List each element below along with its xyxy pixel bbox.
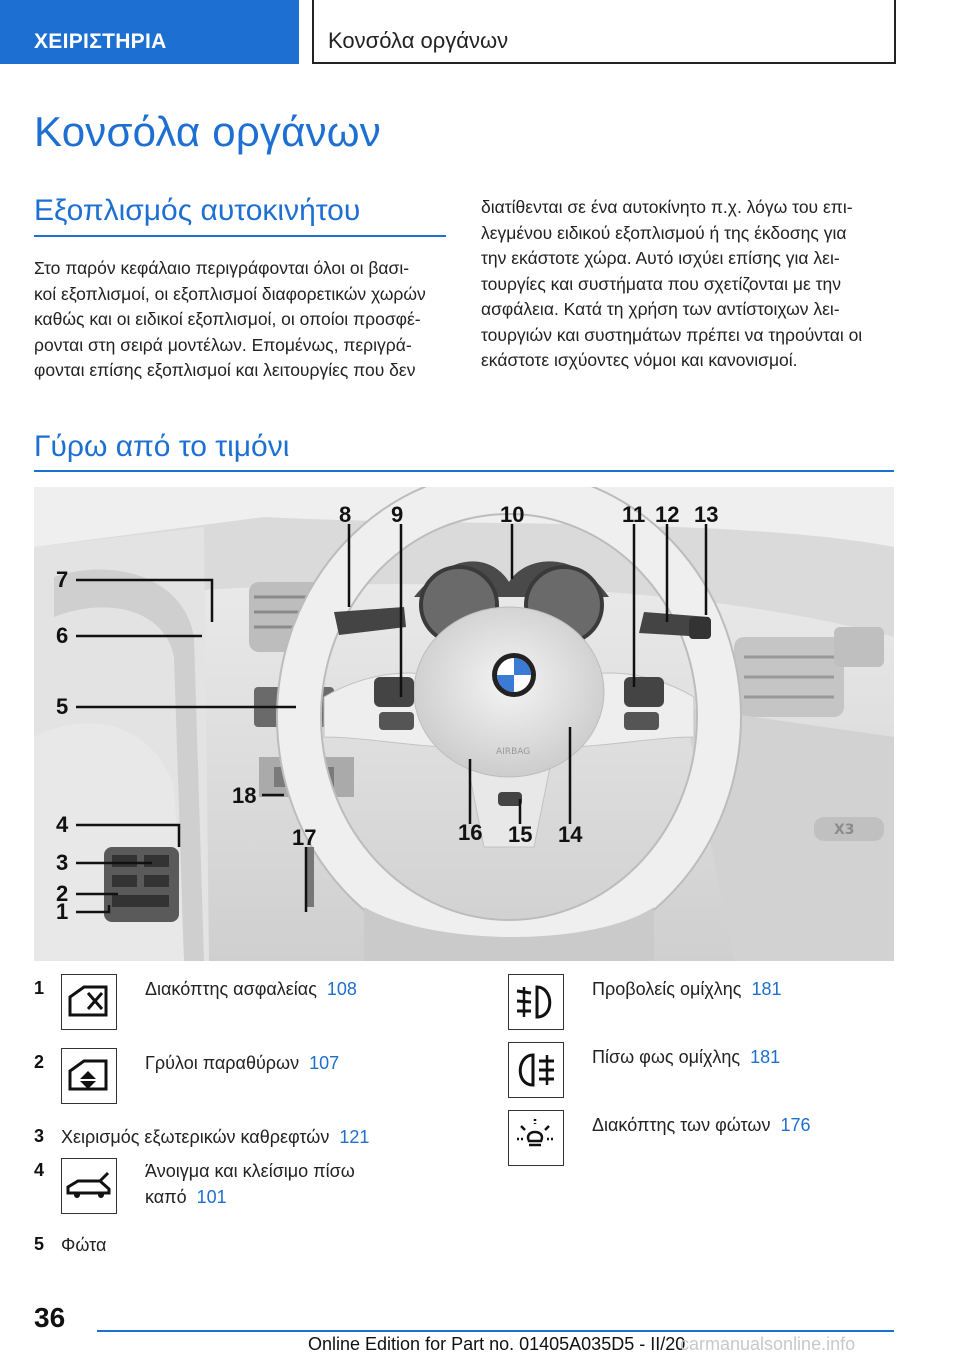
section-rule [34,470,894,472]
legend-item-mirrors [61,1124,369,1150]
intro-paragraph-right [481,195,901,374]
legend-item-lights [61,1232,106,1258]
legend-number: 5 [34,1234,45,1254]
callout-8: 8 [339,502,352,527]
legend-label: καπό [145,1187,187,1207]
page-reference-link[interactable]: 121 [339,1127,370,1147]
breadcrumb: Κονσόλα οργάνων [312,0,896,64]
callout-9: 9 [391,502,404,527]
legend-item-front-fog [592,976,782,1002]
legend-item-tailgate [145,1158,355,1210]
section-tab: ΧΕΙΡΙΣΤΗΡΙΑ [0,0,299,64]
section-title-steering: Γύρω από το τιμόνι [34,430,290,463]
legend-label: Φώτα [61,1235,107,1255]
legend-number: 2 [34,1052,45,1072]
airbag-text: AIRBAG [496,747,531,757]
legend-item-safety-switch [145,976,357,1002]
legend-number: 1 [34,978,45,998]
legend-label: Διακόπτης ασφαλείας [145,979,317,999]
callout-11: 11 [622,502,646,527]
legend-label: Διακόπτης των φώτων [592,1115,771,1135]
legend-number: 3 [34,1126,45,1146]
page-reference-link[interactable]: 176 [780,1115,811,1135]
callout-3: 3 [56,850,69,875]
text-line: ρονται στη σειρά μοντέλων. Επομένως, περιγρά- [34,334,412,355]
page-reference-link[interactable]: 181 [751,979,782,999]
legend-label: Άνοιγμα και κλείσιμο πίσω [145,1161,355,1181]
callout-5: 5 [56,694,69,719]
callout-18: 18 [232,783,257,808]
cockpit-drawing [34,487,894,961]
text-line: φονται επίσης εξοπλισμοί και λειτουργίες που δεν [34,360,416,380]
callout-15: 15 [508,822,533,847]
text-line: κοί εξοπλισμοί, οι εξοπλισμοί διαφορετικών χωρών [34,283,426,304]
text-line: λεγμένου ειδικού εξοπλισμού ή της έκδοσης για [481,222,847,243]
legend-item-window-lifts [145,1050,339,1076]
callout-2: 2 [56,881,69,906]
callout-17: 17 [292,825,317,850]
text-line: τουργίες και συστήματα που σχετίζονται με την [481,273,842,294]
legend-number: 4 [34,1160,45,1180]
watermark-text: carmanualsonline.info [680,1334,856,1354]
page-reference-link[interactable]: 108 [326,979,357,999]
callout-6: 6 [56,623,69,648]
section-title-equipment: Εξοπλισμός αυτοκινήτου [34,194,361,227]
text-line: καθώς και οι ειδικοί εξοπλισμοί, οι οποίοι προσφέ- [34,309,421,329]
rear-fog-light-icon [508,1042,564,1098]
callout-16: 16 [458,820,483,845]
legend-label: Προβολείς ομίχλης [592,979,742,999]
light-switch-icon [508,1110,564,1166]
legend-label: Χειρισμός εξωτερικών καθρεφτών [61,1127,330,1147]
callout-10: 10 [500,502,525,527]
window-lift-icon [61,1048,117,1104]
callout-13: 13 [694,502,719,527]
edition-text: Online Edition for Part no. 01405A035D5 - II/20 [308,1334,686,1354]
callout-14: 14 [558,822,583,847]
x3-badge-text: X3 [834,822,855,838]
legend-label: Πίσω φως ομίχλης [592,1047,741,1067]
tailgate-icon [61,1158,117,1214]
text-line: διατίθενται σε ένα αυτοκίνητο π.χ. λόγω του επι- [481,197,853,217]
text-line: εκάστοτε ισχύοντες νόμοι και κανονισμοί. [481,350,798,370]
footer-rule [97,1330,894,1332]
front-fog-light-icon [508,974,564,1030]
page-reference-link[interactable]: 101 [196,1187,227,1207]
page-reference-link[interactable]: 107 [309,1053,340,1073]
page-reference-link[interactable]: 181 [750,1047,781,1067]
text-line: Στο παρόν κεφάλαιο περιγράφονται όλοι οι βασι- [34,258,410,278]
callout-1: 1 [56,899,69,924]
legend-label: Γρύλοι παραθύρων [145,1053,300,1073]
text-line: τουργιών και συστημάτων πρέπει να τηρούνται οι [481,324,863,345]
callout-7: 7 [56,567,69,592]
text-line: ασφάλεια. Κατά τη χρήση των αντίστοιχων λει- [481,299,840,319]
text-line: την εκάστοτε χώρα. Αυτό ισχύει επίσης για λει- [481,248,840,268]
cockpit-illustration [34,487,894,961]
section-rule [34,235,446,237]
callout-12: 12 [655,502,680,527]
window-safety-switch-icon [61,974,117,1030]
legend-item-rear-fog [592,1044,780,1070]
page-number: 36 [34,1302,66,1333]
callout-4: 4 [56,812,69,837]
page-title: Κονσόλα οργάνων [34,108,381,155]
intro-paragraph-left [34,256,454,384]
legend-item-light-switch [592,1112,811,1138]
